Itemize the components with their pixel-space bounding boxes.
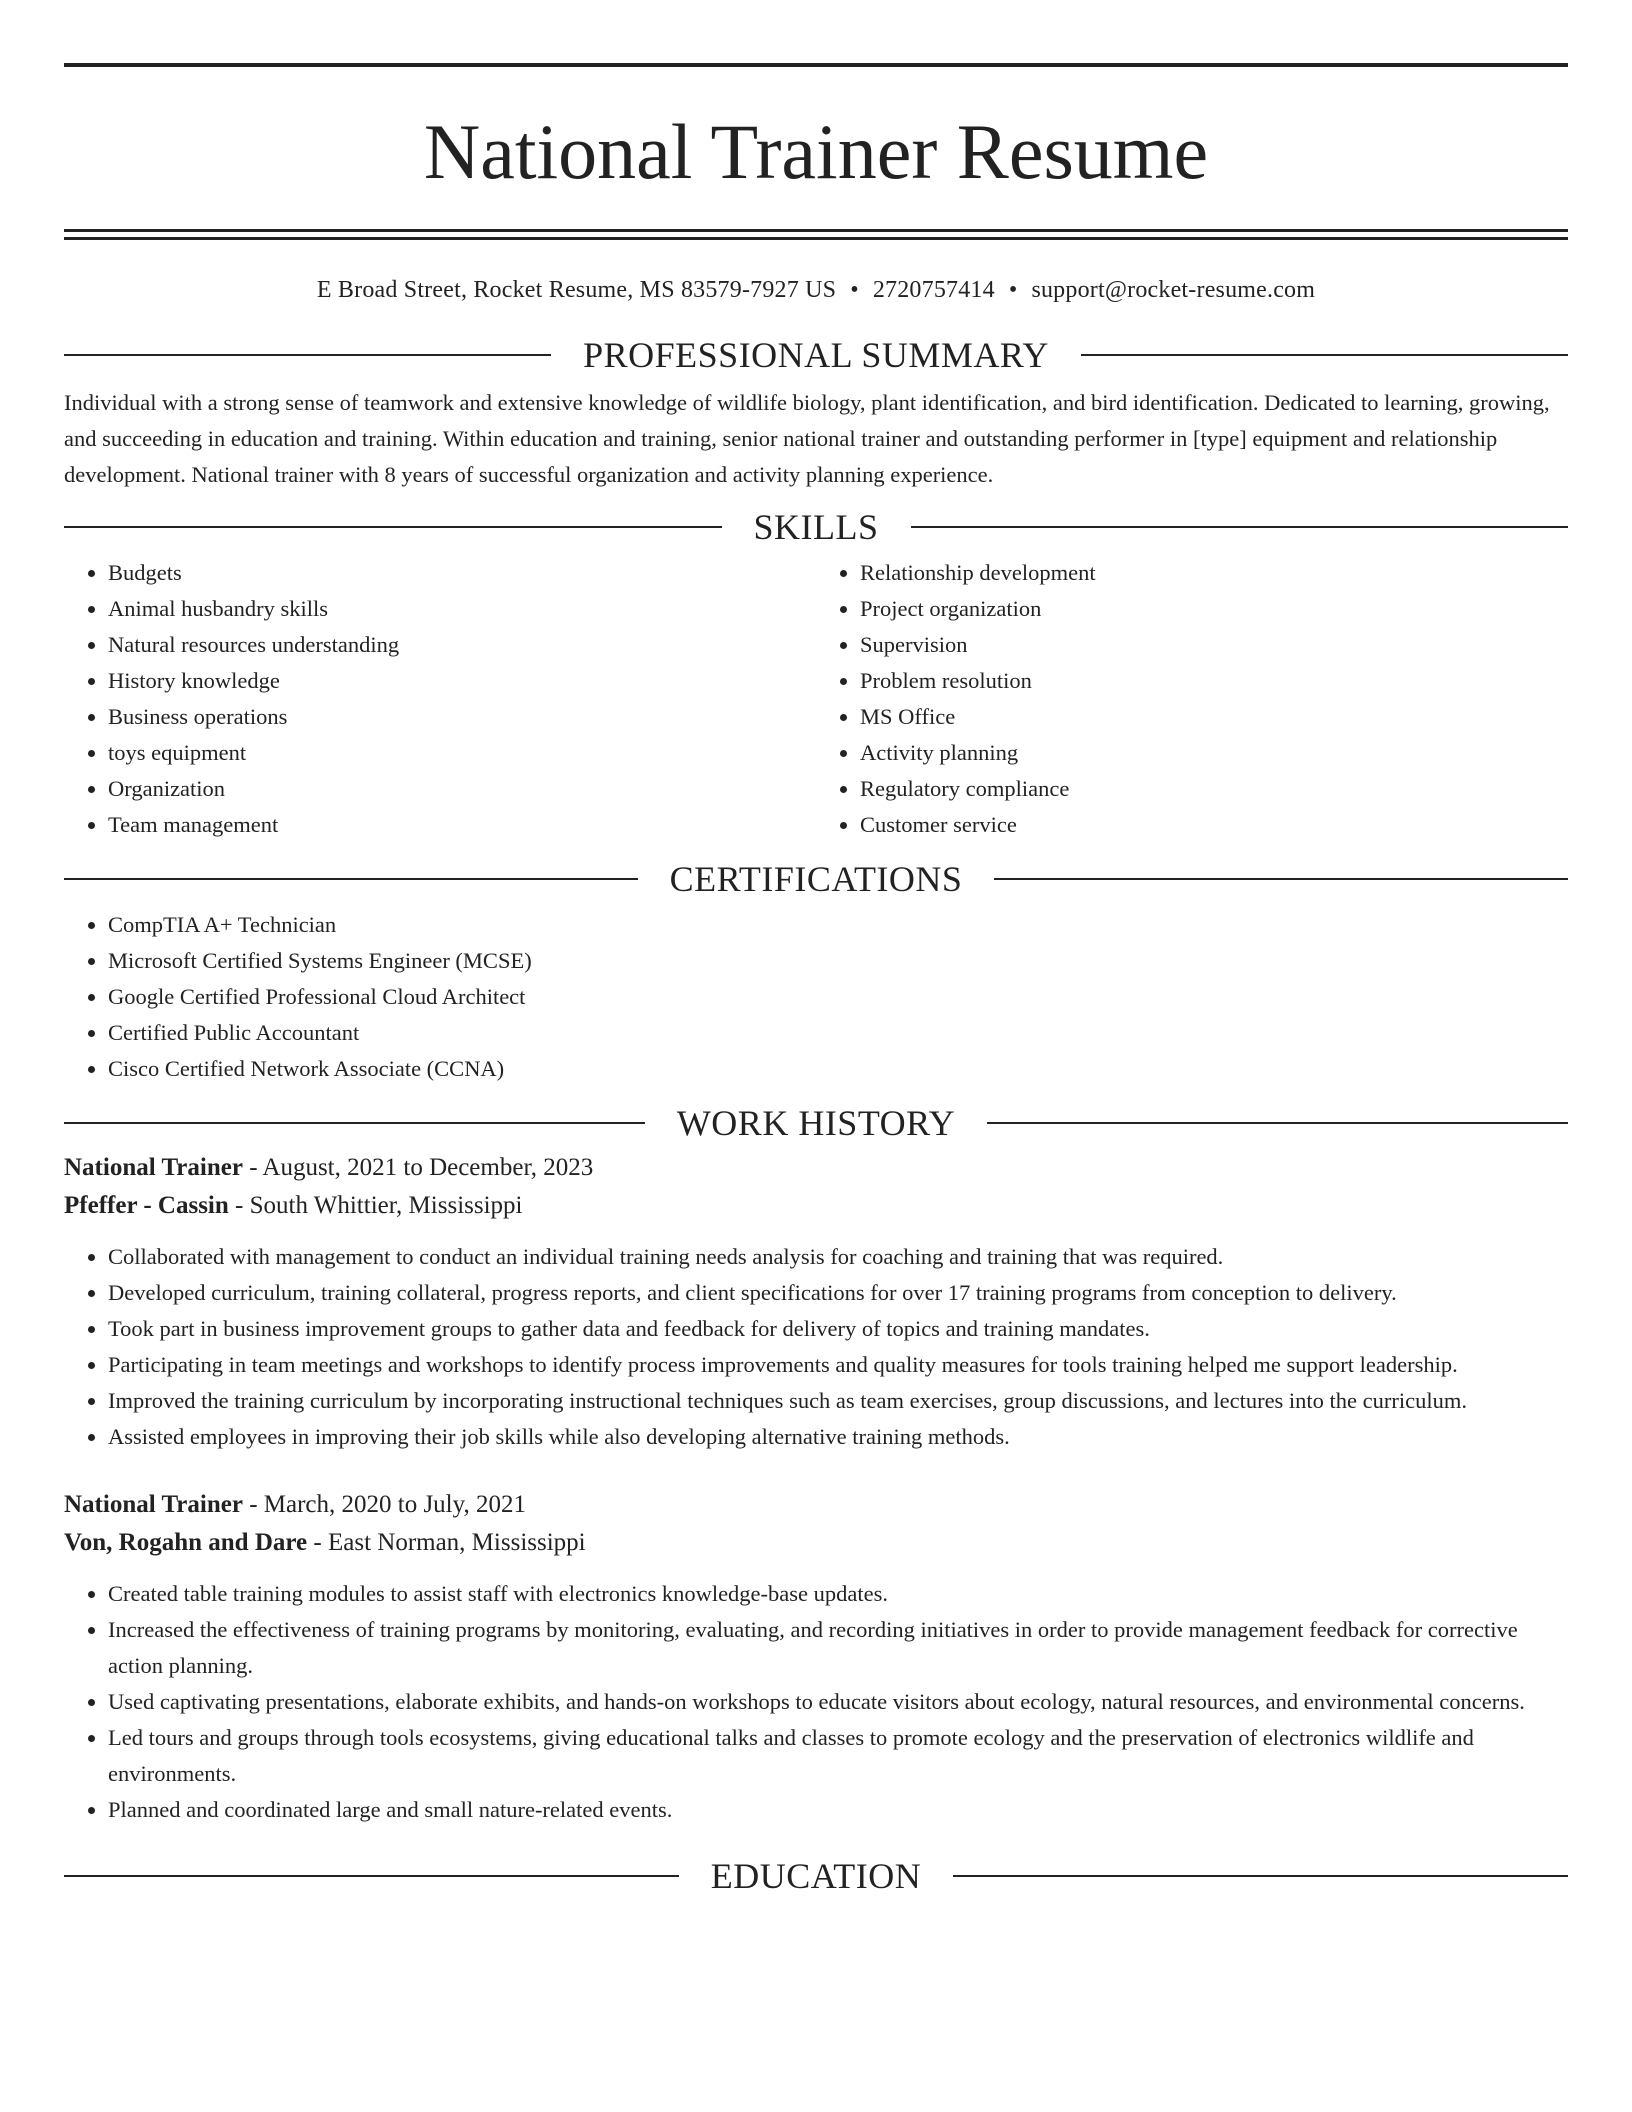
summary-text: Individual with a strong sense of teamwork and extensive knowledge of wildlife biology, plant identification, and bird identification. Dedicated to learning, growing, and succeeding in education and training. Within education and training, senior national trainer and outstanding performer in [type] equipment and relationship development. National trainer with 8 years of successful organization and activity planning experience.: [64, 390, 1550, 487]
skill-item: • Customer service: [860, 807, 1568, 843]
skills-column-left: [64, 555, 816, 843]
job-location: South Whittier, Mississippi: [249, 1192, 523, 1219]
work-history: [64, 1149, 1568, 1828]
heading-rule: [953, 1875, 1568, 1877]
job-company: Von, Rogahn and Dare: [64, 1529, 308, 1556]
job-bullet: • Took part in business improvement groups to gather data and feedback for delivery of topics and training mandates.: [108, 1311, 1568, 1347]
heading-rule: [64, 354, 551, 356]
job-bullet: • Improved the training curriculum by incorporating instructional techniques such as team exercises, group discussions, and lectures into the curriculum.: [108, 1383, 1568, 1419]
skill-item: • Regulatory compliance: [860, 771, 1568, 807]
certifications-heading: [64, 857, 1568, 901]
page-title: National Trainer Resume: [423, 108, 1209, 195]
heading-rule: [994, 878, 1568, 880]
heading-rule: [64, 526, 722, 528]
heading-rule: [987, 1122, 1568, 1124]
job-dates: March, 2020 to July, 2021: [263, 1491, 527, 1518]
heading-rule: [911, 526, 1569, 528]
skill-item: • Natural resources understanding: [108, 627, 816, 663]
skill-item: • Budgets: [108, 555, 816, 591]
title-rule-lower: [64, 237, 1568, 240]
job-bullet: • Developed curriculum, training collateral, progress reports, and client specifications for over 17 training programs from conception to delivery.: [108, 1275, 1568, 1311]
job-bullets: [64, 1239, 1568, 1455]
job-company-line: [64, 1524, 1568, 1562]
title-rule-upper: [64, 229, 1568, 232]
summary-heading: [64, 333, 1568, 377]
job-bullets: [64, 1576, 1568, 1828]
job-location: East Norman, Mississippi: [327, 1529, 586, 1556]
job-entry: [64, 1149, 1568, 1455]
heading-rule: [64, 1122, 645, 1124]
job-title-line: [64, 1149, 1568, 1187]
summary-heading-label: PROFESSIONAL SUMMARY: [583, 335, 1049, 375]
skill-item: • History knowledge: [108, 663, 816, 699]
skill-item: • Activity planning: [860, 735, 1568, 771]
job-bullet: • Led tours and groups through tools ecosystems, giving educational talks and classes to promote ecology and the preservation of electronics wildlife and environments.: [108, 1720, 1568, 1792]
contact-separator: •: [850, 277, 859, 303]
job-bullet: • Increased the effectiveness of training programs by monitoring, evaluating, and recording initiatives in order to provide management feedback for corrective action planning.: [108, 1612, 1568, 1684]
job-title: National Trainer: [64, 1154, 243, 1181]
certification-item: • Google Certified Professional Cloud Architect: [108, 979, 1568, 1015]
job-title-line: [64, 1486, 1568, 1524]
job-bullet: • Used captivating presentations, elaborate exhibits, and hands-on workshops to educate visitors about ecology, natural resources, and environmental concerns.: [108, 1684, 1568, 1720]
job-dash: -: [228, 1192, 250, 1219]
skill-item: • Relationship development: [860, 555, 1568, 591]
skills-heading: [64, 505, 1568, 549]
contact-email: support@rocket-resume.com: [1031, 277, 1316, 303]
heading-rule: [64, 878, 638, 880]
skill-item: • toys equipment: [108, 735, 816, 771]
skill-item: • Team management: [108, 807, 816, 843]
job-bullet: • Planned and coordinated large and small nature-related events.: [108, 1792, 1568, 1828]
resume-page: [64, 0, 1568, 1898]
skill-item: • Supervision: [860, 627, 1568, 663]
skill-item: • Problem resolution: [860, 663, 1568, 699]
contact-address: E Broad Street, Rocket Resume, MS 83579-7927 US: [316, 277, 837, 303]
skills-column-right: [816, 555, 1568, 843]
certification-item: • CompTIA A+ Technician: [108, 907, 1568, 943]
skills-list: [64, 555, 1568, 843]
certifications-list: [64, 907, 1568, 1087]
heading-rule: [1081, 354, 1568, 356]
job-dash: -: [242, 1154, 263, 1181]
job-company-line: [64, 1187, 1568, 1225]
work-heading: [64, 1101, 1568, 1145]
job-bullet: • Participating in team meetings and workshops to identify process improvements and quality measures for tools training helped me support leadership.: [108, 1347, 1568, 1383]
job-dash: -: [307, 1529, 328, 1556]
certifications-heading-label: CERTIFICATIONS: [669, 859, 963, 899]
skill-item: • Business operations: [108, 699, 816, 735]
skill-item: • Organization: [108, 771, 816, 807]
job-company: Pfeffer - Cassin: [64, 1192, 229, 1219]
skill-item: • Project organization: [860, 591, 1568, 627]
certification-item: • Cisco Certified Network Associate (CCNA): [108, 1051, 1568, 1087]
job-dash: -: [242, 1491, 264, 1518]
skill-item: • Animal husbandry skills: [108, 591, 816, 627]
education-heading-label: EDUCATION: [710, 1856, 922, 1896]
skill-item: • MS Office: [860, 699, 1568, 735]
job-bullet: • Collaborated with management to conduct an individual training needs analysis for coaching and training that was required.: [108, 1239, 1568, 1275]
job-bullet: • Assisted employees in improving their job skills while also developing alternative training methods.: [108, 1419, 1568, 1455]
job-title: National Trainer: [64, 1491, 243, 1518]
contact-separator: •: [1008, 277, 1018, 303]
education-heading: [64, 1854, 1568, 1898]
top-rule: [64, 63, 1568, 67]
heading-rule: [64, 1875, 679, 1877]
skills-heading-label: SKILLS: [753, 507, 879, 547]
work-heading-label: WORK HISTORY: [676, 1103, 956, 1143]
contact-line: [64, 274, 1568, 306]
job-entry: [64, 1486, 1568, 1828]
job-dates: August, 2021 to December, 2023: [262, 1154, 594, 1181]
certification-item: • Microsoft Certified Systems Engineer (MCSE): [108, 943, 1568, 979]
job-bullet: • Created table training modules to assist staff with electronics knowledge-base updates.: [108, 1576, 1568, 1612]
contact-phone: 2720757414: [872, 277, 995, 303]
certification-item: • Certified Public Accountant: [108, 1015, 1568, 1051]
